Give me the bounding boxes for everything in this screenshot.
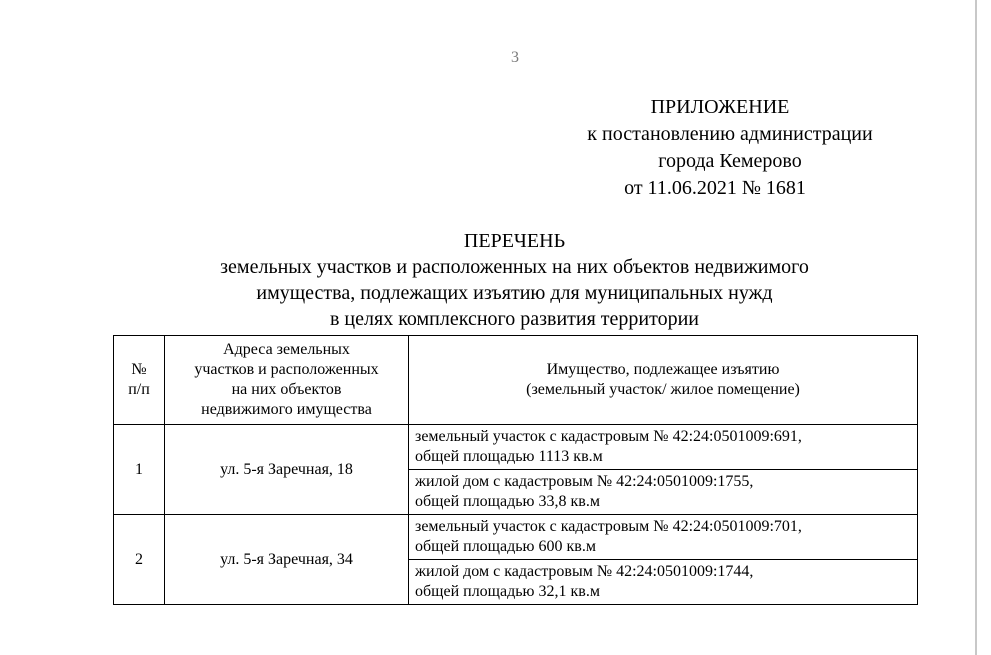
header-address [165,336,409,425]
table-row [114,425,918,470]
appendix-heading: ПРИЛОЖЕНИЕ [650,96,790,118]
header-address-line: участков и расположенных [194,361,379,378]
title-line-1: ПЕРЕЧЕНЬ [463,230,566,252]
header-address-line: на них объектов [231,381,342,398]
property-line: жилой дом с кадастровым № 42:24:0501009:1744, [415,563,754,580]
title-line-4: в целях комплексного развития территории [329,308,699,330]
document-title [113,228,916,332]
title-line-2: земельных участков и расположенных на них объектов недвижимого [220,256,809,278]
header-address-line: Адреса земельных [223,341,350,358]
property-item [409,515,918,560]
property-line: общей площадью 1113 кв.м [415,448,603,465]
property-line: земельный участок с кадастровым № 42:24:0501009:691, [415,428,802,445]
title-line-3: имущества, подлежащих изъятию для муниципальных нужд [256,282,773,304]
appendix-decree: к постановлению администрации [587,123,873,145]
table-row [114,515,918,560]
header-number-line: № [131,361,147,378]
property-item [409,470,918,515]
header-number [114,336,165,425]
row-number: 2 [114,515,165,605]
property-line: общей площадью 33,8 кв.м [415,493,600,510]
row-number: 1 [114,425,165,515]
property-table [113,335,918,605]
appendix-city: города Кемерово [658,150,802,172]
header-property [409,336,918,425]
property-item [409,425,918,470]
table-header-row [114,336,918,425]
property-line: земельный участок с кадастровым № 42:24:0501009:701, [415,518,802,535]
property-line: жилой дом с кадастровым № 42:24:0501009:1755, [415,473,754,490]
property-item [409,560,918,605]
header-property-line: Имущество, подлежащее изъятию [546,361,780,378]
page-edge [975,0,977,655]
header-property-line: (земельный участок/ жилое помещение) [526,381,800,398]
property-line: общей площадью 32,1 кв.м [415,583,600,600]
appendix-block [560,94,900,202]
header-address-line: недвижимого имущества [201,401,372,418]
row-address: ул. 5-я Заречная, 34 [165,515,409,605]
appendix-date-number: от 11.06.2021 № 1681 [624,177,806,199]
header-number-line: п/п [128,381,150,398]
property-line: общей площадью 600 кв.м [415,538,596,555]
row-address: ул. 5-я Заречная, 18 [165,425,409,515]
page-number: 3 [511,49,519,66]
